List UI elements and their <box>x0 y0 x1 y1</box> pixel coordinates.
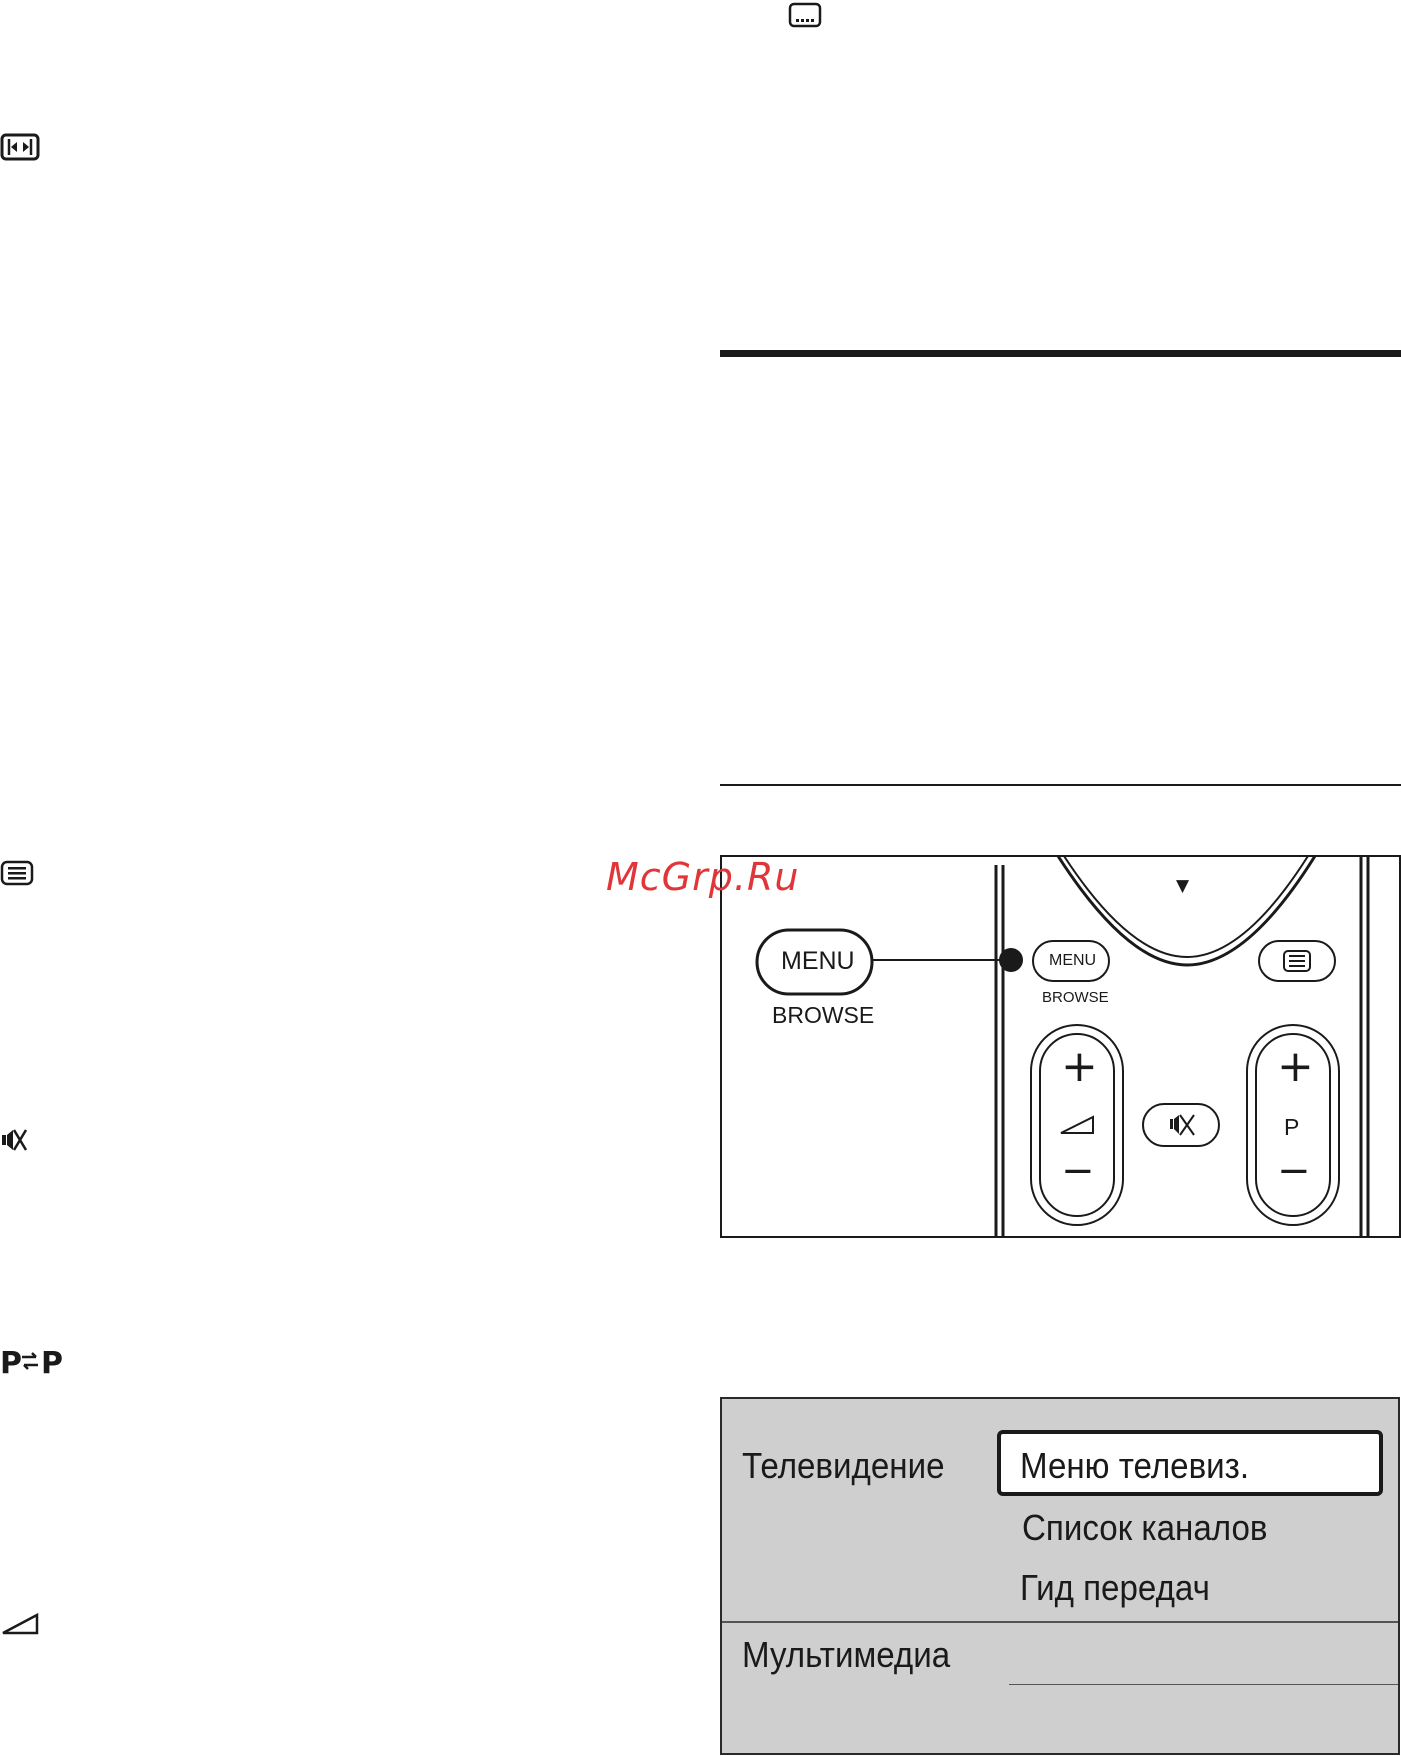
tv-menu-panel <box>720 1397 1400 1755</box>
menu-sub-divider <box>1009 1684 1398 1685</box>
volume-plus-label[interactable]: + <box>1061 1041 1098 1092</box>
menu-right-item-program-guide[interactable]: Гид передач <box>1020 1567 1210 1608</box>
remote-browse-caption: BROWSE <box>1042 989 1109 1006</box>
section-rule-thick <box>720 350 1401 357</box>
format-icon <box>0 133 40 161</box>
menu-right-item-channel-list[interactable]: Список каналов <box>1022 1507 1268 1548</box>
menu-section-divider <box>722 1621 1398 1623</box>
callout-browse-caption: BROWSE <box>772 1002 875 1028</box>
subtitle-icon <box>788 2 822 28</box>
volume-icon <box>0 1612 42 1636</box>
watermark: McGrp.Ru <box>606 855 800 899</box>
remote-down-arrow: ▼ <box>1176 876 1190 896</box>
menu-right-item-tv-menu[interactable]: Меню телевиз. <box>1020 1445 1250 1486</box>
section-rule-thin <box>720 784 1401 786</box>
svg-text:P: P <box>41 1346 63 1377</box>
previous-channel-icon <box>0 1345 66 1377</box>
program-minus-label[interactable]: − <box>1277 1148 1311 1194</box>
program-plus-label[interactable]: + <box>1277 1041 1314 1092</box>
callout-menu-label: MENU <box>781 947 855 975</box>
menu-left-item-multimedia[interactable]: Мультимедиа <box>742 1634 951 1675</box>
volume-minus-label[interactable]: − <box>1061 1148 1095 1194</box>
remote-menu-button-label[interactable]: MENU <box>1049 952 1097 969</box>
menu-left-item-tv[interactable]: Телевидение <box>742 1445 945 1486</box>
program-p-label: P <box>1284 1114 1300 1140</box>
teletext-icon <box>0 860 36 888</box>
mute-icon <box>0 1126 32 1154</box>
svg-text:P: P <box>0 1346 22 1377</box>
